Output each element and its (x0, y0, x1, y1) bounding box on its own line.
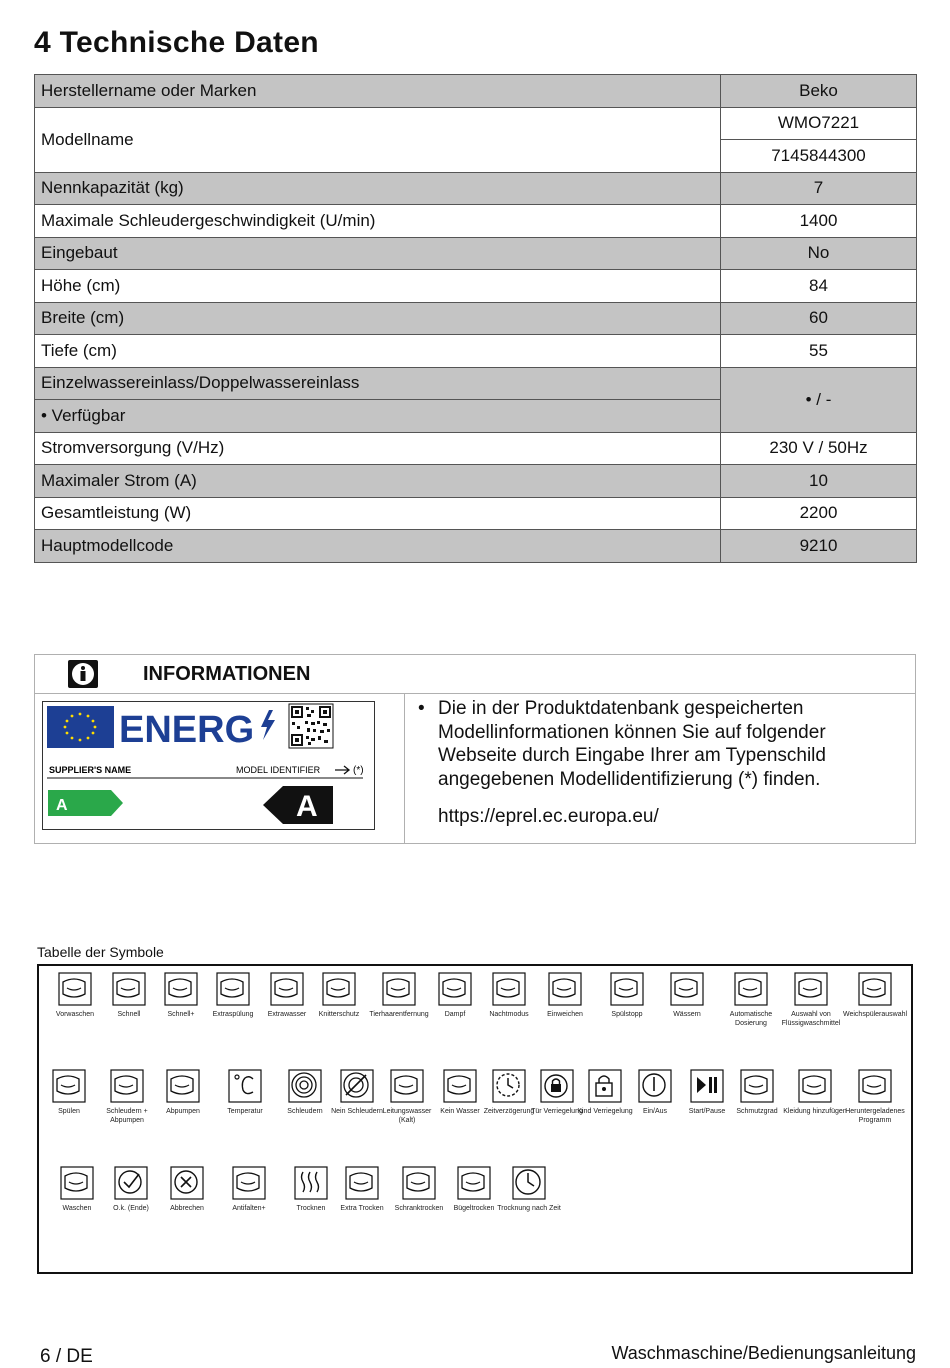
symbol-label: Dampf (444, 1011, 466, 1018)
qr-code-icon (289, 704, 333, 748)
info-icon (67, 659, 99, 689)
symbol-label: Wässern (673, 1011, 701, 1018)
spec-value: 55 (721, 335, 917, 368)
anti-crease-plus-icon (217, 1166, 281, 1200)
symbol-item (155, 1166, 219, 1213)
spec-value: 7145844300 (721, 140, 917, 173)
information-header (35, 655, 915, 694)
table-row (35, 75, 917, 108)
spec-label: Maximaler Strom (A) (35, 465, 721, 498)
symbol-label: Kleidung hinzufügen (783, 1108, 847, 1115)
spec-value: No (721, 237, 917, 270)
symbol-item (783, 1069, 847, 1116)
drain-icon (151, 1069, 215, 1103)
table-row (35, 107, 917, 140)
symbol-label: Nein Schleudern (331, 1108, 383, 1115)
technical-data-table (34, 74, 917, 563)
symbol-item (95, 1069, 159, 1125)
symbol-item (725, 1069, 789, 1116)
symbol-label: Vorwaschen (55, 1011, 95, 1018)
section-title: 4 Technische Daten (34, 26, 319, 59)
spec-label: Einzelwassereinlass/Doppelwassereinlass (35, 367, 721, 400)
pet-hair-icon (367, 972, 431, 1006)
timed-dry-icon (497, 1166, 561, 1200)
liquid-detergent-icon (779, 972, 843, 1006)
symbol-item (595, 972, 659, 1019)
symbol-label: Spülstopp (611, 1011, 643, 1018)
symbol-item (497, 1166, 561, 1213)
energy-class-small: A (56, 797, 68, 814)
symbol-label: Knitterschutz (318, 1011, 360, 1018)
softener-icon (843, 972, 907, 1006)
spec-value: 10 (721, 465, 917, 498)
spec-label: Maximale Schleudergeschwindigkeit (U/min) (35, 205, 721, 238)
symbol-item (367, 972, 431, 1019)
symbol-item (533, 972, 597, 1019)
symbol-label: Abbrechen (170, 1205, 204, 1212)
eu-flag-icon (47, 706, 114, 748)
table-row (35, 172, 917, 205)
symbol-label: Spülen (58, 1108, 80, 1115)
symbol-label: Schranktrocken (394, 1205, 444, 1212)
add-garment-icon (783, 1069, 847, 1103)
symbol-label: Automatische Dosierung (729, 1011, 773, 1027)
information-box (34, 654, 916, 844)
symbol-label: Trocknung nach Zeit (497, 1205, 561, 1212)
symbol-label: Schnell+ (167, 1011, 195, 1018)
spec-label: Eingebaut (35, 237, 721, 270)
energy-label (42, 701, 375, 830)
anti-crease-icon (307, 972, 371, 1006)
symbol-label: Zeitverzögerung (483, 1108, 535, 1115)
model-identifier: MODEL IDENTIFIER (236, 765, 321, 775)
lightning-icon (261, 710, 275, 740)
symbol-label: Bügeltrocken (453, 1205, 495, 1212)
extra-dry-icon (330, 1166, 394, 1200)
symbol-label: Start/Pause (688, 1108, 726, 1115)
symbol-label: Heruntergeladenes Programm (845, 1108, 905, 1124)
spec-value: 230 V / 50Hz (721, 432, 917, 465)
spec-label: Breite (cm) (35, 302, 721, 335)
spin-drain-icon (95, 1069, 159, 1103)
table-row (35, 302, 917, 335)
page-number: 6 / DE (40, 1346, 93, 1367)
symbol-label: Schmutzgrad (736, 1108, 778, 1115)
energy-word: ENERG (119, 709, 255, 751)
night-mode-icon (477, 972, 541, 1006)
symbol-label: Schleudern (287, 1108, 323, 1115)
spec-value: 1400 (721, 205, 917, 238)
energy-class-big: A (296, 790, 318, 823)
symbol-item (307, 972, 371, 1019)
symbol-item (843, 1069, 907, 1125)
symbol-item (330, 1166, 394, 1213)
symbol-item (99, 1166, 163, 1213)
spec-value: 84 (721, 270, 917, 303)
spec-value: 60 (721, 302, 917, 335)
spec-value: 7 (721, 172, 917, 205)
symbol-label: Temperatur (227, 1108, 263, 1115)
soil-level-icon (725, 1069, 789, 1103)
spec-label: Modellname (35, 107, 721, 172)
symbol-item (37, 1069, 101, 1116)
symbol-label: Trocknen (296, 1205, 326, 1212)
symbol-item (843, 972, 907, 1019)
eprel-link[interactable]: https://eprel.ec.europa.eu/ (438, 806, 659, 827)
symbol-label: Auswahl von Flüssigwaschmittel (781, 1011, 841, 1027)
rinse-hold-icon (595, 972, 659, 1006)
symbol-item (151, 1069, 215, 1116)
symbol-label: Extraspülung (212, 1011, 254, 1018)
table-row (35, 530, 917, 563)
symbol-label: Einweichen (547, 1011, 583, 1018)
spec-value: 2200 (721, 497, 917, 530)
spec-label: Nennkapazität (kg) (35, 172, 721, 205)
information-text (418, 697, 898, 829)
divider (404, 693, 405, 843)
symbol-label: Leitungswasser (Kalt) (382, 1108, 432, 1124)
symbol-label: Weichspülerauswahl (843, 1011, 908, 1018)
symbol-label: Extra Trocken (340, 1205, 384, 1212)
symbol-label: Kind Verriegelung (577, 1108, 633, 1115)
symbol-item (217, 1166, 281, 1213)
symbol-label: Abpumpen (166, 1108, 200, 1115)
symbol-label: Antifalten+ (232, 1205, 266, 1212)
spec-label: Hauptmodellcode (35, 530, 721, 563)
spec-label: Stromversorgung (V/Hz) (35, 432, 721, 465)
symbol-item (779, 972, 843, 1028)
symbol-label: Extrawasser (267, 1011, 307, 1018)
table-row (35, 497, 917, 530)
watering-icon (655, 972, 719, 1006)
table-row (35, 237, 917, 270)
symbol-label: Tür Verriegelung (531, 1108, 583, 1115)
table-row (35, 465, 917, 498)
soak-icon (533, 972, 597, 1006)
symbol-label: Kein Wasser (440, 1108, 480, 1115)
spec-label: Gesamtleistung (W) (35, 497, 721, 530)
table-row (35, 270, 917, 303)
supplier-name: SUPPLIER'S NAME (49, 765, 132, 775)
symbol-label: Schnell (117, 1011, 141, 1018)
spec-value: 9210 (721, 530, 917, 563)
information-title: INFORMATIONEN (143, 663, 311, 685)
symbols-table (37, 964, 913, 1274)
spec-label: Herstellername oder Marken (35, 75, 721, 108)
spec-label: Tiefe (cm) (35, 335, 721, 368)
cancel-icon (155, 1166, 219, 1200)
spec-value: WMO7221 (721, 107, 917, 140)
information-paragraph: Die in der Produktdatenbank gespeicherten Modellinformationen können Sie auf folgender Webseite durch Eingabe Ihrer am Typenschild angegebenen Modellidentifizierung (*) finden. (438, 698, 826, 790)
table-row (35, 205, 917, 238)
symbol-item (213, 1069, 277, 1116)
ok-icon (99, 1166, 163, 1200)
symbol-label: O.k. (Ende) (113, 1205, 149, 1212)
symbol-label: Tierhaarentfernung (369, 1011, 429, 1018)
arrow-icon (335, 766, 349, 774)
table-row (35, 432, 917, 465)
table-row (35, 367, 917, 400)
spec-label: Höhe (cm) (35, 270, 721, 303)
spec-value: • / - (721, 367, 917, 432)
spec-value: Beko (721, 75, 917, 108)
symbol-label: Ein/Aus (642, 1108, 668, 1115)
auto-dosing-icon (719, 972, 783, 1006)
symbol-label: Nachtmodus (489, 1011, 529, 1018)
symbols-caption: Tabelle der Symbole (37, 944, 164, 960)
downloaded-program-icon (843, 1069, 907, 1103)
rinse-icon (37, 1069, 101, 1103)
symbol-label: Waschen (62, 1205, 92, 1212)
temperature-icon (213, 1069, 277, 1103)
table-row (35, 335, 917, 368)
symbol-item (719, 972, 783, 1028)
spec-label: • Verfügbar (35, 400, 721, 433)
asterisk-note: (*) (353, 765, 364, 776)
symbol-item (655, 972, 719, 1019)
bullet: • (418, 698, 425, 719)
symbol-label: Schleudern + Abpumpen (106, 1108, 148, 1124)
symbol-item (477, 972, 541, 1019)
manual-title: Waschmaschine/Bedienungsanleitung (611, 1343, 916, 1363)
